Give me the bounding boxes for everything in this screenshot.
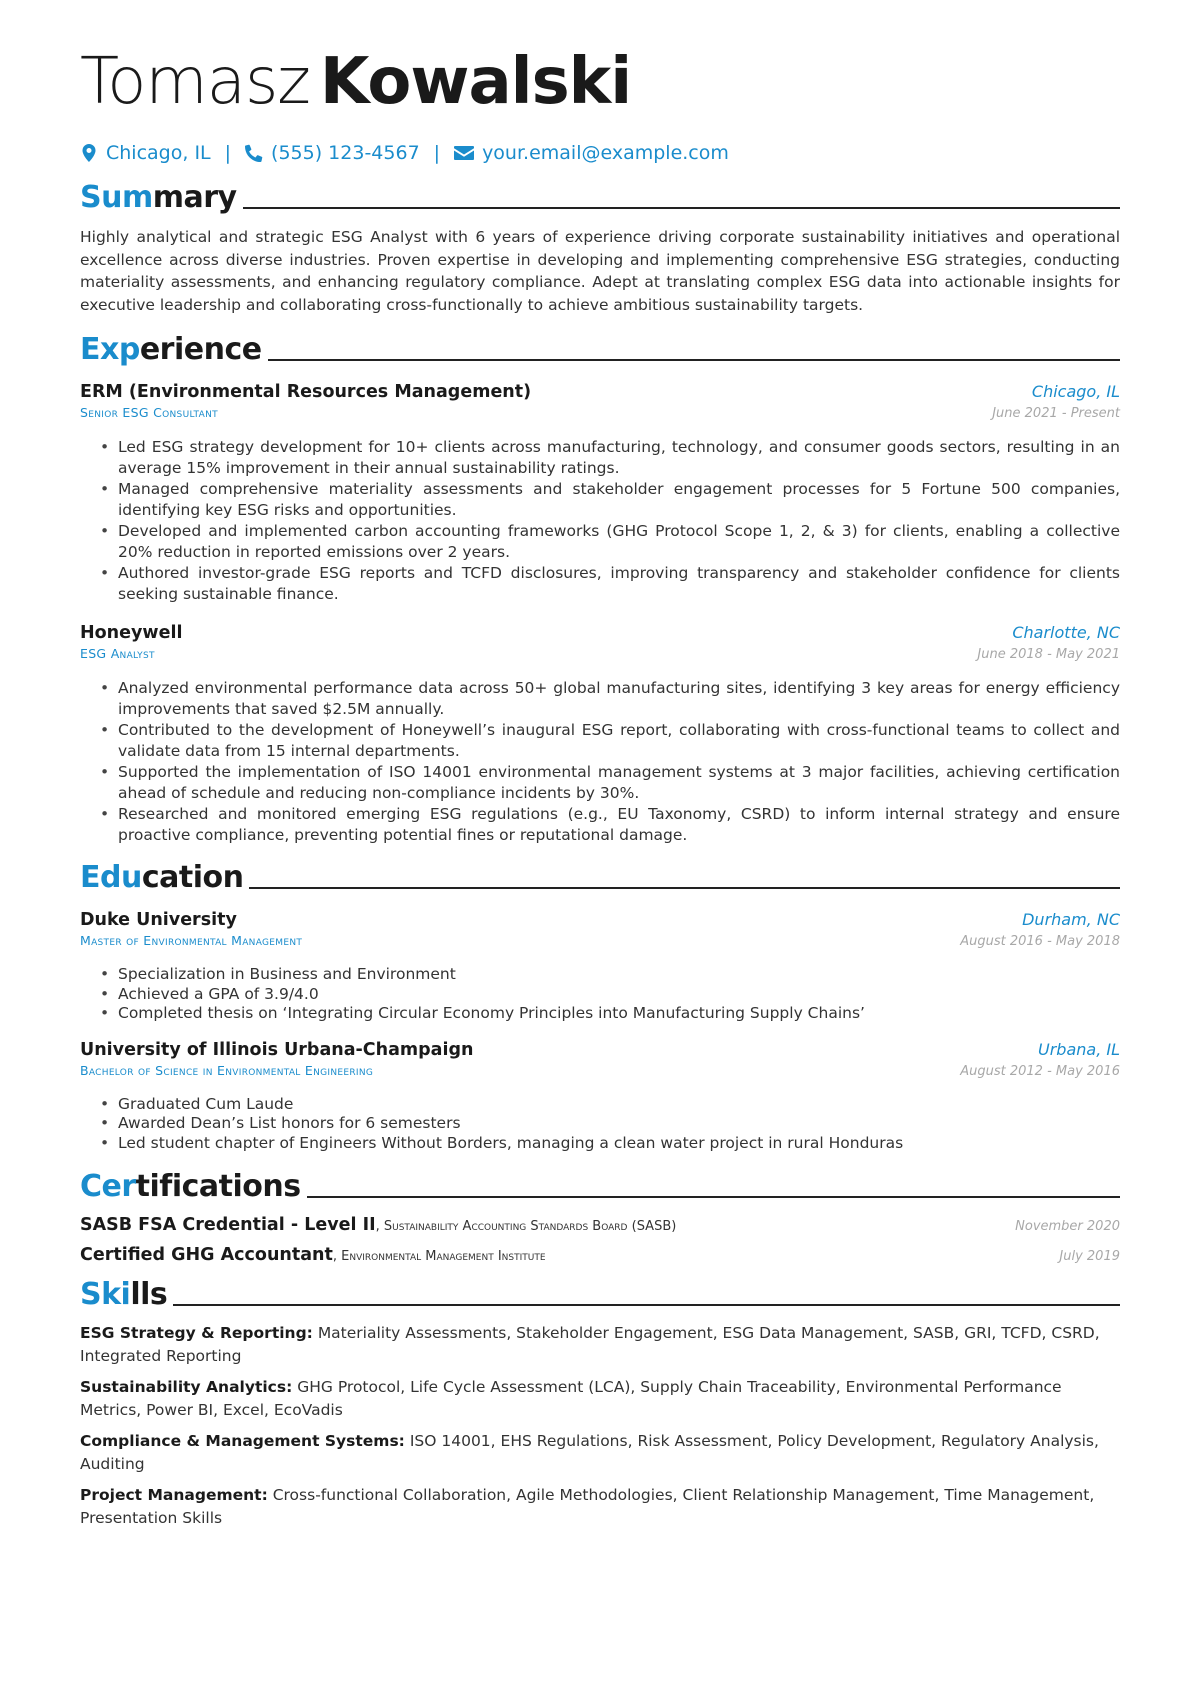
certification-issuer: Sustainability Accounting Standards Board (SASB): [383, 1219, 677, 1234]
phone-text: (555) 123-4567: [271, 142, 420, 164]
email-text: your.email@example.com: [482, 142, 729, 164]
certifications-heading: Certifications: [80, 1165, 1120, 1205]
candidate-name: [80, 40, 1120, 124]
list-item: • Managed comprehensive materiality assessments and stakeholder engagement processes for 5 Fortune 500 companies, identifying key ESG risks and opportunities.: [100, 479, 1120, 521]
degree-title: Master of Environmental Management: [80, 933, 303, 948]
job-bullets: [80, 678, 1120, 846]
contact-email[interactable]: [454, 142, 729, 164]
list-item: • Completed thesis on ‘Integrating Circular Economy Principles into Manufacturing Supply Chains’: [100, 1004, 1120, 1024]
job-dates: June 2018 - May 2021: [977, 647, 1120, 662]
school-name: Duke University: [80, 910, 237, 930]
list-item: • Awarded Dean’s List honors for 6 semesters: [100, 1114, 1120, 1134]
contact-separator: |: [224, 142, 232, 164]
section-divider: [268, 359, 1120, 361]
school-location: Durham, NC: [1022, 910, 1120, 929]
skill-group-label: Sustainability Analytics:: [80, 1378, 293, 1396]
certification-issuer: Environmental Management Institute: [341, 1249, 546, 1264]
skill-group: [80, 1484, 1120, 1529]
school-location: Urbana, IL: [1038, 1039, 1120, 1059]
contact-phone[interactable]: [245, 142, 420, 164]
skill-group-label: ESG Strategy & Reporting:: [80, 1324, 313, 1342]
skill-group: [80, 1430, 1120, 1475]
certification-item: SASB FSA Credential - Level II, Sustainability Accounting Standards Board (SASB) November 2020: [80, 1215, 1120, 1235]
list-item: • Researched and monitored emerging ESG regulations (e.g., EU Taxonomy, CSRD) to inform internal strategy and ensure proactive compliance, preventing potential fines or reputational damage.: [100, 804, 1120, 846]
employer-name: ERM (Environmental Resources Management): [80, 382, 532, 402]
experience-heading: Experience: [80, 328, 1120, 368]
job-location: Chicago, IL: [1031, 382, 1120, 401]
degree-title: Bachelor of Science in Environmental Engineering: [80, 1062, 374, 1078]
list-item: • Analyzed environmental performance data across 50+ global manufacturing sites, identifying 3 key areas for energy efficiency improvements that saved $2.5M annually.: [100, 678, 1120, 720]
skill-group-label: Compliance & Management Systems:: [80, 1432, 405, 1450]
skill-group-items: Materiality Assessments, Stakeholder Engagement, ESG Data Management, SASB, GRI, TCFD, CSRD, Integrated Reporting: [80, 1324, 1100, 1365]
location-text: Chicago, IL: [106, 142, 211, 164]
summary-heading: Summary: [80, 176, 1120, 216]
skill-group-items: GHG Protocol, Life Cycle Assessment (LCA), Supply Chain Traceability, Environmental Performance Metrics, Power BI, Excel, EcoVadis: [80, 1378, 1062, 1419]
list-item: • Authored investor-grade ESG reports and TCFD disclosures, improving transparency and stakeholder confidence for clients seeking sustainable finance.: [100, 563, 1120, 605]
map-pin-icon: [80, 143, 98, 163]
list-item: • Led student chapter of Engineers Without Borders, managing a clean water project in rural Honduras: [100, 1134, 1120, 1154]
job-title: Senior ESG Consultant: [80, 405, 218, 420]
section-divider: [243, 207, 1120, 209]
first-name: Tomasz: [80, 45, 310, 119]
education-dates: August 2016 - May 2018: [960, 934, 1120, 949]
job-bullets: [80, 437, 1120, 605]
education-entry: [80, 1040, 1120, 1154]
education-bullets: [80, 965, 1120, 1024]
contact-location: [80, 142, 211, 164]
job-title: ESG Analyst: [80, 646, 155, 661]
contact-bar: [80, 138, 1120, 168]
education-heading: Education: [80, 856, 1120, 896]
certification-name: Certified GHG Accountant: [80, 1245, 333, 1265]
list-item: • Developed and implemented carbon accounting frameworks (GHG Protocol Scope 1, 2, & 3) for clients, enabling a collective 20% reduction in reported emissions over 2 years.: [100, 521, 1120, 563]
skill-group-items: Cross-functional Collaboration, Agile Methodologies, Client Relationship Management, Time Management, Presentation Skills: [80, 1486, 1095, 1527]
job-dates: June 2021 - Present: [992, 406, 1120, 421]
certification-item: Certified GHG Accountant, Environmental Management Institute July 2019: [80, 1245, 1120, 1265]
resume-page: [80, 40, 1120, 1529]
skill-group: [80, 1322, 1120, 1367]
skill-group-label: Project Management:: [80, 1486, 268, 1504]
envelope-icon: [454, 145, 474, 161]
employer-name: Honeywell: [80, 623, 183, 643]
skills-heading: Skills: [80, 1273, 1120, 1313]
list-item: • Led ESG strategy development for 10+ clients across manufacturing, technology, and consumer goods sectors, resulting in an average 15% improvement in their annual sustainability ratings.: [100, 437, 1120, 479]
education-dates: August 2012 - May 2016: [960, 1063, 1120, 1079]
last-name: Kowalski: [319, 45, 632, 119]
summary-text: Highly analytical and strategic ESG Analyst with 6 years of experience driving corporate sustainability initiatives and operational excellence across diverse industries. Proven expertise in developing and implementing comprehensive ESG strategies, conducting materiality assessments, and enhancing regulatory compliance. Adept at translating complex ESG data into actionable insights for executive leadership and collaborating cross-functionally to achieve ambitious sustainability targets.: [80, 228, 1120, 314]
education-entry: [80, 910, 1120, 1024]
certification-date: July 2019: [1059, 1249, 1120, 1264]
contact-separator: |: [433, 142, 441, 164]
education-bullets: [80, 1095, 1120, 1154]
list-item: • Supported the implementation of ISO 14001 environmental management systems at 3 major facilities, achieving certification ahead of schedule and reducing non-compliance incidents by 30%.: [100, 762, 1120, 804]
experience-entry: [80, 382, 1120, 605]
list-item: • Graduated Cum Laude: [100, 1095, 1120, 1115]
section-divider: [307, 1196, 1120, 1198]
phone-icon: [245, 143, 263, 163]
list-item: • Contributed to the development of Honeywell’s inaugural ESG report, collaborating with cross-functional teams to collect and validate data from 15 internal departments.: [100, 720, 1120, 762]
section-divider: [173, 1304, 1120, 1306]
experience-entry: [80, 623, 1120, 846]
school-name: University of Illinois Urbana-Champaign: [80, 1039, 474, 1060]
job-location: Charlotte, NC: [1012, 623, 1120, 642]
skill-group: [80, 1376, 1120, 1421]
certification-date: November 2020: [1015, 1219, 1120, 1234]
section-divider: [249, 887, 1120, 889]
list-item: • Achieved a GPA of 3.9/4.0: [100, 985, 1120, 1005]
skill-group-items: ISO 14001, EHS Regulations, Risk Assessment, Policy Development, Regulatory Analysis, Auditing: [80, 1432, 1099, 1473]
certification-name: SASB FSA Credential - Level II: [80, 1215, 376, 1235]
list-item: • Specialization in Business and Environment: [100, 965, 1120, 985]
